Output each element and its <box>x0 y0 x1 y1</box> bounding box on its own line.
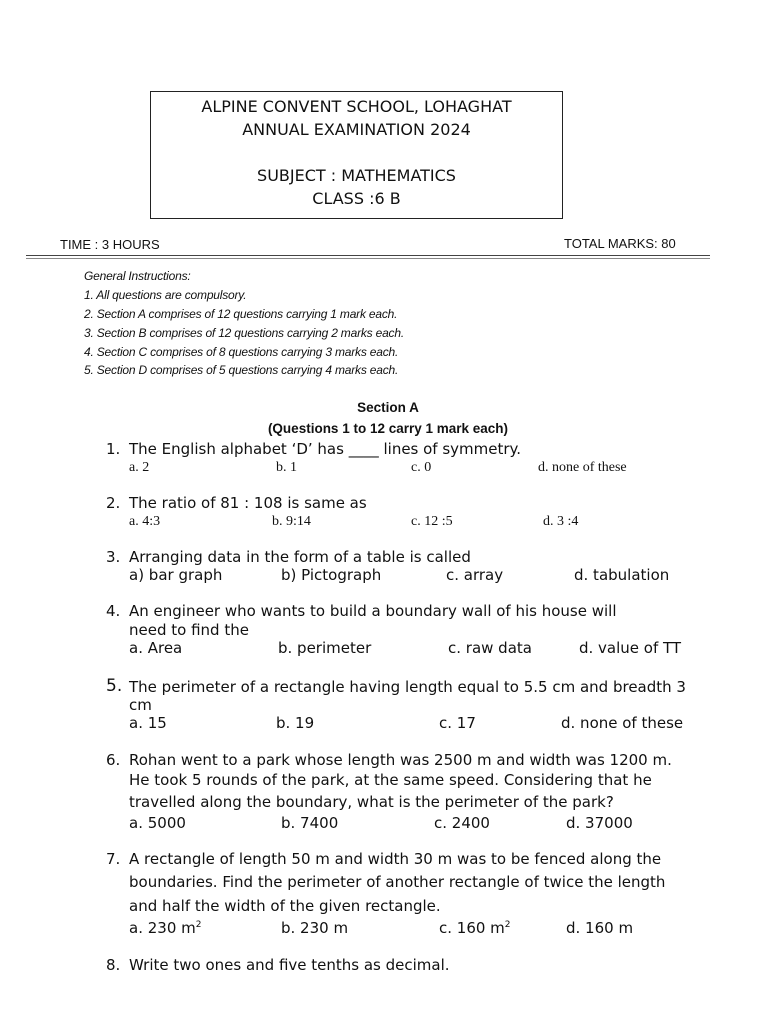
option-a: a. 15 <box>129 714 167 732</box>
question-number: 4. <box>106 602 121 620</box>
option-a: a. 230 $m^2$ <box>129 919 202 937</box>
question-text: boundaries. Find the perimeter of another rectangle of twice the length <box>129 873 666 891</box>
option-c: c. 12 :5 <box>411 514 453 529</box>
question-text: A rectangle of length 50 m and width 30 m was to be fenced along the <box>129 850 662 868</box>
question-text: cm <box>129 696 152 714</box>
question-text: Arranging data in the form of a table is called <box>129 548 471 566</box>
total-marks-label: TOTAL MARKS: 80 <box>564 236 676 251</box>
option-d: d. 37000 <box>566 814 633 832</box>
instruction-item: 2. Section A comprises of 12 questions carrying 1 mark each. <box>84 307 398 321</box>
instructions-title: General Instructions: <box>84 269 191 283</box>
option-d: d. none of these <box>538 460 627 475</box>
option-a: a. 2 <box>129 460 150 475</box>
question-text: Rohan went to a park whose length was 2500 m and width was 1200 m. <box>129 751 672 769</box>
option-a: a. Area <box>129 639 183 657</box>
option-b: b. 7400 <box>281 814 339 832</box>
header-divider-2 <box>26 258 710 259</box>
question-text: Write two ones and five tenths as decimal. <box>129 956 450 974</box>
option-d: d. tabulation <box>574 566 670 584</box>
section-title: Section A <box>357 400 419 415</box>
option-b: b. 19 <box>276 714 315 732</box>
option-d: d. none of these <box>561 714 684 732</box>
option-d: d. 3 :4 <box>543 514 579 529</box>
question-number: 7. <box>106 850 121 868</box>
question-number: 3. <box>106 548 121 566</box>
question-number: 2. <box>106 494 121 512</box>
question-text: The ratio of 81 : 108 is same as <box>129 494 367 512</box>
question-number: 8. <box>106 956 121 974</box>
exam-title: ANNUAL EXAMINATION 2024 <box>242 120 471 139</box>
section-subtitle: (Questions 1 to 12 carry 1 mark each) <box>267 421 509 436</box>
instruction-item: 5. Section D comprises of 5 questions carrying 4 marks each. <box>84 363 399 377</box>
header-divider <box>26 255 710 256</box>
question-text: and half the width of the given rectangle. <box>129 897 441 915</box>
option-d: d. value of TT <box>579 639 682 657</box>
option-c: c. 2400 <box>434 814 490 832</box>
question-text: need to find the <box>129 621 249 639</box>
class-title: CLASS :6 B <box>312 189 401 208</box>
question-text: He took 5 rounds of the park, at the same speed. Considering that he <box>129 771 652 789</box>
option-d: d. 160 m <box>566 919 634 937</box>
subject-title: SUBJECT : MATHEMATICS <box>257 166 456 185</box>
question-text: The English alphabet ‘D’ has ____ lines of symmetry. <box>129 440 522 458</box>
option-b: b. 230 m <box>281 919 349 937</box>
option-a: a) bar graph <box>129 566 223 584</box>
option-c: c. 160 $m^2$ <box>439 919 511 937</box>
option-b: b) Pictograph <box>281 566 382 584</box>
option-c: c. array <box>446 566 504 584</box>
question-number: 1. <box>106 440 121 458</box>
option-b: b. 9:14 <box>272 514 311 529</box>
option-a: a. 5000 <box>129 814 186 832</box>
school-name: ALPINE CONVENT SCHOOL, LOHAGHAT <box>201 97 512 116</box>
question-number: 5. <box>106 676 123 696</box>
question-number: 6. <box>106 751 121 769</box>
instruction-item: 3. Section B comprises of 12 questions carrying 2 marks each. <box>84 326 404 340</box>
option-c: c. raw data <box>448 639 532 657</box>
question-text: travelled along the boundary, what is the perimeter of the park? <box>129 793 614 811</box>
question-text: The perimeter of a rectangle having length equal to 5.5 cm and breadth 3 <box>129 678 686 696</box>
instruction-item: 4. Section C comprises of 8 questions carrying 3 marks each. <box>84 345 399 359</box>
time-label: TIME : 3 HOURS <box>60 237 160 252</box>
exam-header-box <box>150 91 563 219</box>
question-text: An engineer who wants to build a boundary wall of his house will <box>129 602 617 620</box>
option-b: b. perimeter <box>278 639 372 657</box>
option-c: c. 0 <box>411 460 432 475</box>
instruction-item: 1. All questions are compulsory. <box>84 288 247 302</box>
option-a: a. 4:3 <box>129 514 161 529</box>
option-c: c. 17 <box>439 714 476 732</box>
option-b: b. 1 <box>276 460 297 475</box>
